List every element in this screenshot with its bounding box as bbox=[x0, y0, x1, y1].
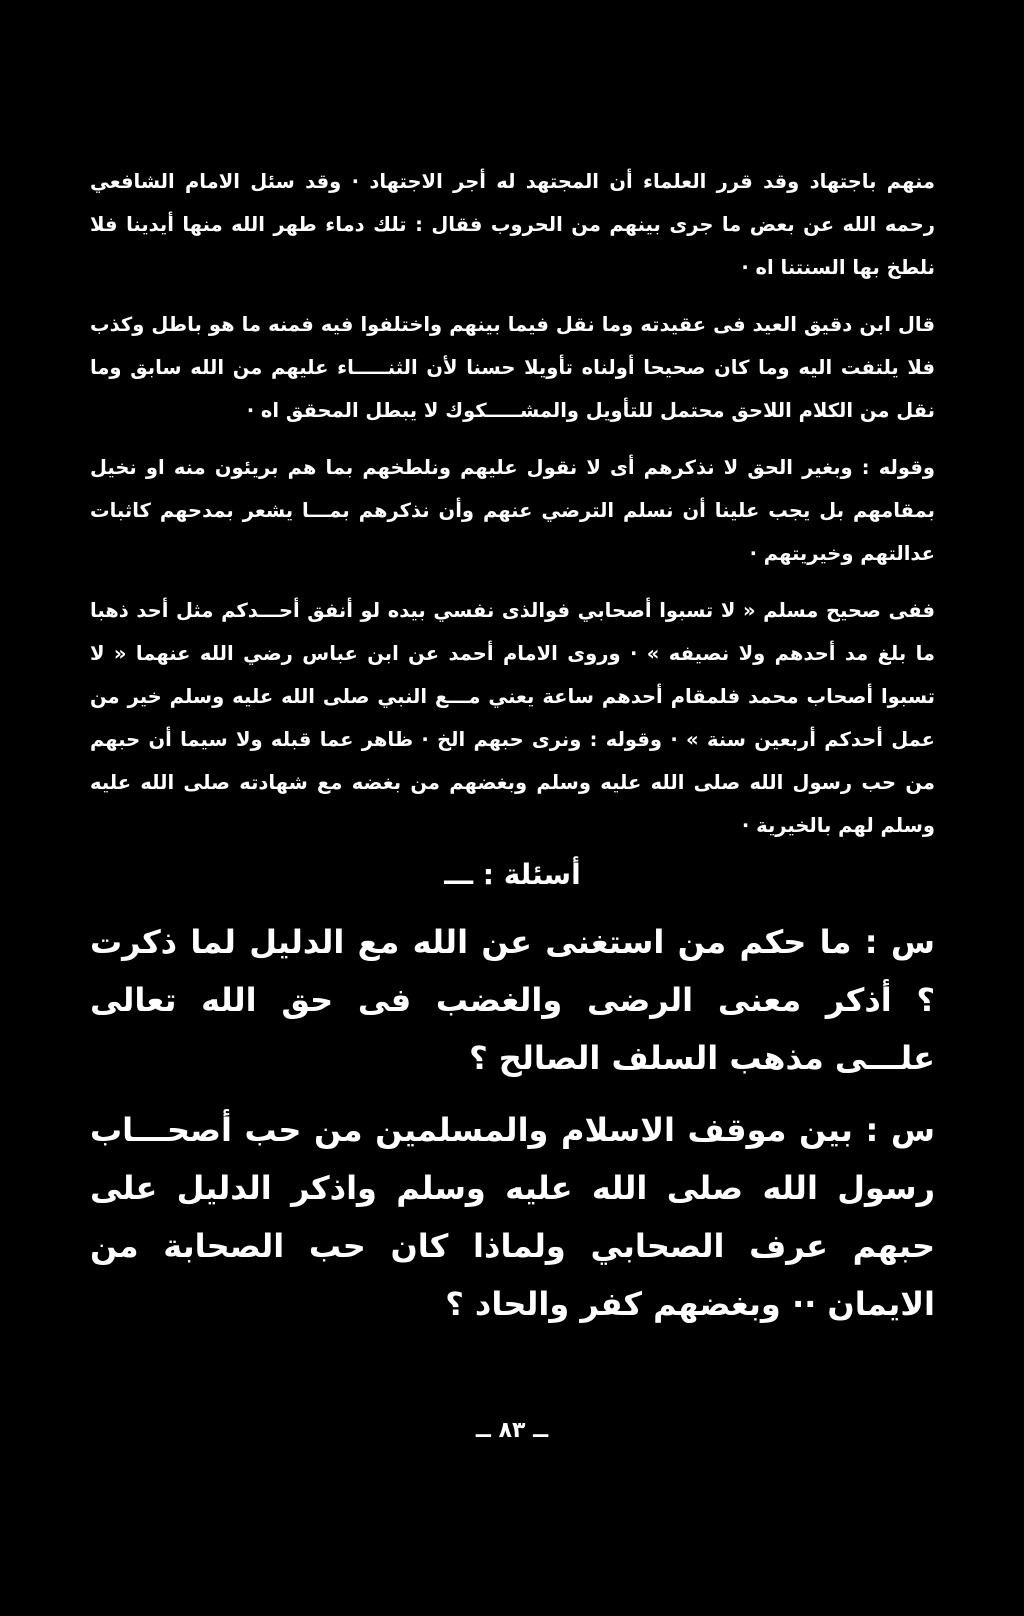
questions-heading: أسئلة : ـــ bbox=[444, 858, 581, 891]
paragraph-commentary: وقوله : وبغير الحق لا نذكرهم أى لا نقول عليهم ونلطخهم بما هم بريئون منه او نخيل بمقامهم بل يجب علينا أن نسلم الترضي عنهم وأن نذكرهم بمـــا يشعر بمدحهم كاثبات عدالتهم وخيريتهم ⋅ bbox=[90, 456, 935, 565]
paragraph-ibn-daqiq: قال ابن دقيق العيد فى عقيدته وما نقل فيما بينهم واختلفوا فيه فمنه ما هو باطل وكذب فلا يلتفت اليه وما كان صحيحا أولناه تأويلا حسنا لأن الثنـــــاء عليهم من الله سابق وما نقل من الكلام اللاحق محتمل للتأويل والمشـــــكوك لا يبطل المحقق اه ⋅ bbox=[90, 313, 935, 422]
question-2: س : بين موقف الاسلام والمسلمين من حب أصحـــاب رسول الله صلى الله عليه وسلم واذكر الدليل على حبهم عرف الصحابي ولماذا كان حب الصحابة من الايمان ⋅⋅ وبغضهم كفر والحاد ؟ bbox=[90, 1111, 935, 1323]
page-body bbox=[90, 160, 935, 1347]
question-1: س : ما حكم من استغنى عن الله مع الدليل لما ذكرت ؟ أذكر معنى الرضى والغضب فى حق الله تعالى علـــى مذهب السلف الصالح ؟ bbox=[90, 923, 935, 1077]
paragraph-scholars-opinion: منهم باجتهاد وقد قرر العلماء أن المجتهد له أجر الاجتهاد ⋅ وقد سئل الامام الشافعي رحمه الله عن بعض ما جرى بينهم من الحروب فقال : تلك دماء طهر الله منها أيدينا فلا نلطخ بها السنتنا اه ⋅ bbox=[90, 170, 935, 279]
paragraph-hadith: ففى صحيح مسلم « لا تسبوا أصحابي فوالذى نفسي بيده لو أنفق أحـــدكم مثل أحد ذهبا ما بلغ مد أحدهم ولا نصيفه » ⋅ وروى الامام أحمد عن ابن عباس رضي الله عنهما « لا تسبوا أصحاب محمد فلمقام أحدهم ساعة يعني مـــع النبي صلى الله عليه وسلم خير من عمل أحدكم أربعين سنة » ⋅ وقوله : ونرى حبهم الخ ⋅ ظاهر عما قبله ولا سيما أن حبهم من حب رسول الله صلى الله عليه وسلم وبغضهم من بغضه مع شهادته صلى الله عليه وسلم لهم بالخيرية ⋅ bbox=[90, 599, 935, 837]
page-number: ــ ٨٣ ــ bbox=[475, 1418, 549, 1443]
